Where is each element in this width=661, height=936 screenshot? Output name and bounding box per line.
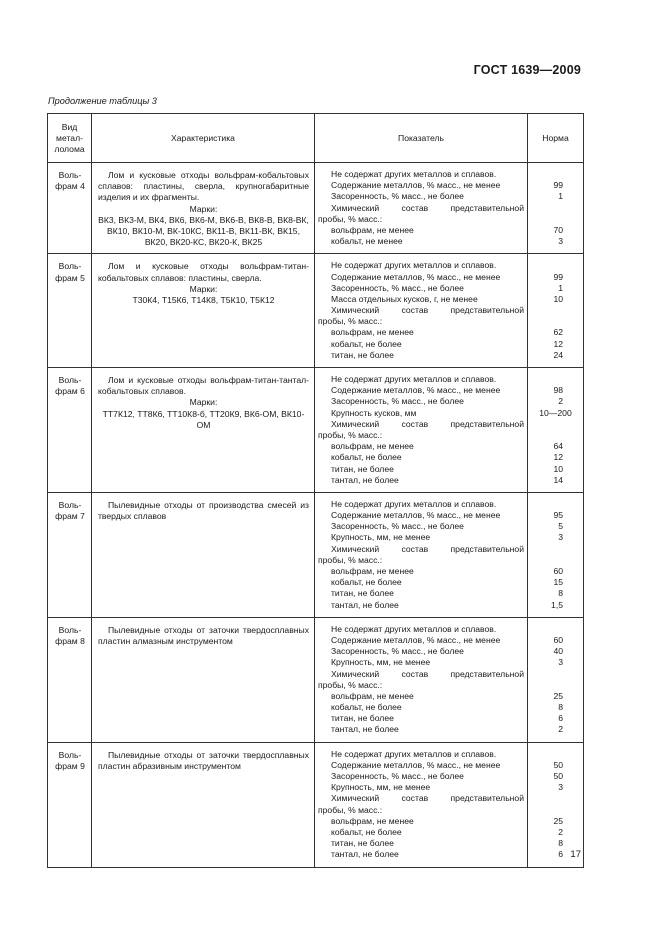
norm-value: 3 bbox=[558, 657, 563, 668]
scrap-kind-cell: Воль- фрам 4 bbox=[48, 163, 92, 254]
indicator-line: Химический состав представительной bbox=[331, 305, 524, 316]
norm-value bbox=[528, 419, 583, 430]
indicator-cell bbox=[315, 163, 528, 254]
indicator-line: Содержание металлов, % масс., не менее bbox=[331, 271, 501, 282]
indicator-line: Химический состав представительной bbox=[331, 543, 524, 554]
norm-value: 25 bbox=[553, 815, 563, 826]
indicator-line: кобальт, не более bbox=[331, 577, 402, 588]
indicator-line: тантал, не более bbox=[331, 474, 399, 485]
indicator-line: кобальт, не более bbox=[331, 702, 402, 713]
indicator-line: Химический состав представительной bbox=[331, 668, 524, 679]
norm-value: 1 bbox=[558, 282, 563, 293]
norm-value bbox=[528, 624, 583, 635]
page-number: 17 bbox=[570, 849, 581, 860]
norm-value bbox=[528, 374, 583, 385]
table-row bbox=[48, 492, 584, 617]
indicator-line: Химический состав представительной bbox=[331, 793, 524, 804]
norm-value: 3 bbox=[558, 236, 563, 247]
indicator-cell bbox=[315, 254, 528, 368]
norm-value: 1 bbox=[558, 191, 563, 202]
characteristic-cell bbox=[92, 617, 315, 742]
indicator-cell bbox=[315, 368, 528, 493]
norm-value: 5 bbox=[558, 521, 563, 532]
norm-value: 8 bbox=[558, 838, 563, 849]
indicator-line: тантал, не более bbox=[331, 849, 399, 860]
indicator-line: Содержание металлов, % масс., не менее bbox=[331, 759, 501, 770]
norm-value bbox=[528, 544, 583, 555]
indicator-line: Крупность, мм, не менее bbox=[331, 657, 431, 668]
norm-value bbox=[528, 669, 583, 680]
header-kind: Вид метал- лолома bbox=[48, 114, 92, 163]
characteristic-cell bbox=[92, 254, 315, 368]
indicator-line: Не содержат других металлов и сплавов. bbox=[331, 260, 497, 271]
norm-value: 24 bbox=[553, 349, 563, 360]
scrap-kind-cell: Воль- фрам 5 bbox=[48, 254, 92, 368]
characteristic-cell bbox=[92, 742, 315, 867]
norm-value: 60 bbox=[553, 634, 563, 645]
characteristic-cell bbox=[92, 368, 315, 493]
indicator-line: вольфрам, не менее bbox=[331, 224, 414, 235]
grades-list: ВК3, ВК3-М, ВК4, ВК6, ВК6-М, ВК6-В, ВК8-В, ВК8-ВК, ВК10, ВК10-М, ВК-10КС, ВК11-В, ВК11-ВК, ВК15, ВК20, ВК20-КС, ВК20-К, ВК25 bbox=[98, 214, 309, 248]
indicator-line: Не содержат других металлов и сплавов. bbox=[331, 748, 497, 759]
indicator-line: вольфрам, не менее bbox=[331, 690, 414, 701]
table-row bbox=[48, 617, 584, 742]
scrap-kind-cell: Воль- фрам 8 bbox=[48, 617, 92, 742]
header-indicator: Показатель bbox=[315, 114, 528, 163]
indicator-line: кобальт, не более bbox=[331, 826, 402, 837]
indicator-line: Содержание металлов, % масс., не менее bbox=[331, 385, 501, 396]
characteristic-text: Пылевидные отходы от производства смесей из твердых сплавов bbox=[98, 499, 309, 522]
norm-value: 99 bbox=[553, 180, 563, 191]
characteristic-text: Лом и кусковые отходы вольфрам-титан-кобальтовых сплавов: пластины, сверла. bbox=[98, 261, 309, 283]
norm-value: 12 bbox=[553, 338, 563, 349]
norm-value: 95 bbox=[553, 510, 563, 521]
indicator-line: Крупность, мм, не менее bbox=[331, 532, 431, 543]
characteristic-text: Пылевидные отходы от заточки твердосплавных пластин алмазным инструментом bbox=[98, 624, 309, 646]
norm-value: 10 bbox=[553, 463, 563, 474]
indicator-line: Содержание металлов, % масс., не менее bbox=[331, 510, 501, 521]
norm-value: 64 bbox=[553, 441, 563, 452]
norm-value bbox=[528, 499, 583, 510]
norm-value bbox=[528, 305, 583, 316]
norm-value: 1,5 bbox=[551, 599, 563, 610]
characteristic-text: Пылевидные отходы от заточки твердосплавных пластин абразивным инструментом bbox=[98, 749, 309, 771]
norm-value bbox=[528, 169, 583, 180]
indicator-line: Химический состав представительной bbox=[331, 418, 524, 429]
indicator-line: титан, не более bbox=[331, 713, 394, 724]
indicator-line: Химический состав представительной bbox=[331, 202, 524, 213]
indicator-line: титан, не более bbox=[331, 588, 394, 599]
characteristic-cell bbox=[92, 492, 315, 617]
grades-list: Т30К4, Т15К6, Т14К8, Т5К10, Т5К12 bbox=[132, 294, 275, 305]
indicator-line: кобальт, не менее bbox=[331, 236, 403, 247]
indicator-line: пробы, % масс.: bbox=[318, 316, 383, 327]
indicator-line: Не содержат других металлов и сплавов. bbox=[331, 374, 497, 384]
norm-value bbox=[528, 555, 583, 566]
norm-value: 50 bbox=[553, 759, 563, 770]
indicator-cell bbox=[315, 492, 528, 617]
grades-list: ТТ7К12, ТТ8К6, ТТ10К8-б, ТТ20К9, ВК6-ОМ, ВК10-ОМ bbox=[102, 408, 305, 430]
norm-value: 98 bbox=[553, 385, 563, 396]
indicator-line: Не содержат других металлов и сплавов. bbox=[331, 498, 497, 509]
norm-value bbox=[528, 680, 583, 691]
table-header-row bbox=[48, 114, 584, 163]
indicator-line: Крупность, мм, не менее bbox=[331, 782, 431, 793]
norm-cell bbox=[528, 254, 584, 368]
norm-value: 2 bbox=[558, 724, 563, 735]
table-row bbox=[48, 254, 584, 368]
grades-label: Марки: bbox=[189, 397, 218, 408]
indicator-line: Не содержат других металлов и сплавов. bbox=[331, 169, 497, 179]
indicator-line: пробы, % масс.: bbox=[318, 554, 383, 565]
indicator-line: вольфрам, не менее bbox=[331, 327, 414, 338]
norm-value: 2 bbox=[558, 396, 563, 407]
norm-value: 10—200 bbox=[539, 407, 572, 418]
table-row bbox=[48, 742, 584, 867]
indicator-line: титан, не более bbox=[331, 463, 394, 474]
indicator-line: Засоренность, % масс., не более bbox=[331, 521, 464, 532]
norm-value: 8 bbox=[558, 588, 563, 599]
indicator-line: пробы, % масс.: bbox=[318, 213, 383, 224]
table-row bbox=[48, 368, 584, 493]
norm-value: 60 bbox=[553, 566, 563, 576]
scrap-kind-cell: Воль- фрам 6 bbox=[48, 368, 92, 493]
grades-label: Марки: bbox=[189, 283, 218, 294]
norm-cell bbox=[528, 163, 584, 254]
indicator-line: титан, не более bbox=[331, 838, 394, 849]
indicator-line: Засоренность, % масс., не более bbox=[331, 771, 464, 781]
indicator-line: Засоренность, % масс., не более bbox=[331, 282, 464, 293]
indicator-line: Масса отдельных кусков, г, не менее bbox=[331, 293, 478, 304]
indicator-line: Не содержат других металлов и сплавов. bbox=[331, 623, 497, 634]
grades-label: Марки: bbox=[189, 203, 218, 214]
indicator-line: Засоренность, % масс., не более bbox=[331, 191, 464, 202]
norm-value bbox=[528, 430, 583, 441]
norm-value: 99 bbox=[553, 271, 563, 282]
indicator-line: кобальт, не более bbox=[331, 452, 402, 463]
indicator-line: Засоренность, % масс., не более bbox=[331, 396, 464, 407]
indicator-line: вольфрам, не менее bbox=[331, 441, 414, 452]
norm-value: 14 bbox=[553, 474, 563, 485]
header-characteristic: Характеристика bbox=[92, 114, 315, 163]
norm-cell bbox=[528, 492, 584, 617]
document-standard-number: ГОСТ 1639—2009 bbox=[473, 63, 581, 77]
norm-value: 12 bbox=[553, 452, 563, 463]
norm-value bbox=[528, 805, 583, 816]
indicator-line: титан, не более bbox=[331, 349, 394, 360]
norm-cell bbox=[528, 617, 584, 742]
indicator-line: Содержание металлов, % масс., не менее bbox=[331, 180, 501, 191]
norm-value bbox=[528, 203, 583, 214]
indicator-line: вольфрам, не менее bbox=[331, 815, 414, 826]
scrap-kind-cell: Воль- фрам 9 bbox=[48, 742, 92, 867]
norm-value: 6 bbox=[558, 849, 563, 860]
indicator-line: тантал, не более bbox=[331, 724, 399, 735]
norm-value: 50 bbox=[553, 771, 563, 781]
norm-value: 3 bbox=[558, 782, 563, 793]
indicator-line: пробы, % масс.: bbox=[318, 804, 383, 815]
norm-value: 2 bbox=[558, 826, 563, 837]
norm-value: 40 bbox=[553, 646, 563, 657]
indicator-line: вольфрам, не менее bbox=[331, 566, 414, 576]
metal-scrap-table bbox=[47, 113, 584, 868]
norm-value: 25 bbox=[553, 690, 563, 701]
indicator-line: Крупность кусков, мм bbox=[331, 407, 417, 418]
norm-value bbox=[528, 316, 583, 327]
indicator-line: Засоренность, % масс., не более bbox=[331, 646, 464, 657]
norm-value: 3 bbox=[558, 532, 563, 543]
norm-value bbox=[528, 749, 583, 760]
indicator-cell bbox=[315, 742, 528, 867]
norm-value: 15 bbox=[553, 577, 563, 588]
indicator-cell bbox=[315, 617, 528, 742]
norm-value bbox=[528, 260, 583, 271]
header-norm: Норма bbox=[528, 114, 584, 163]
indicator-line: пробы, % масс.: bbox=[318, 429, 383, 440]
norm-value: 8 bbox=[558, 702, 563, 713]
table-row bbox=[48, 163, 584, 254]
characteristic-text: Лом и кусковые отходы вольфрам-титан-тантал-кобальтовых сплавов. bbox=[98, 375, 309, 397]
norm-cell bbox=[528, 368, 584, 493]
table-continuation-caption: Продолжение таблицы 3 bbox=[48, 96, 157, 106]
norm-value: 62 bbox=[553, 327, 563, 338]
norm-value: 70 bbox=[553, 224, 563, 235]
indicator-line: тантал, не более bbox=[331, 599, 399, 610]
scrap-kind-cell: Воль- фрам 7 bbox=[48, 492, 92, 617]
norm-value: 10 bbox=[553, 293, 563, 304]
indicator-line: пробы, % масс.: bbox=[318, 679, 383, 690]
characteristic-text: Лом и кусковые отходы вольфрам-кобальтовых сплавов: пластины, сверла, крупногабаритные изделия и их фрагменты. bbox=[98, 170, 309, 203]
norm-value: 6 bbox=[558, 713, 563, 724]
indicator-line: Содержание металлов, % масс., не менее bbox=[331, 634, 501, 645]
characteristic-cell bbox=[92, 163, 315, 254]
indicator-line: кобальт, не более bbox=[331, 338, 402, 349]
norm-value bbox=[528, 214, 583, 225]
norm-value bbox=[528, 793, 583, 804]
